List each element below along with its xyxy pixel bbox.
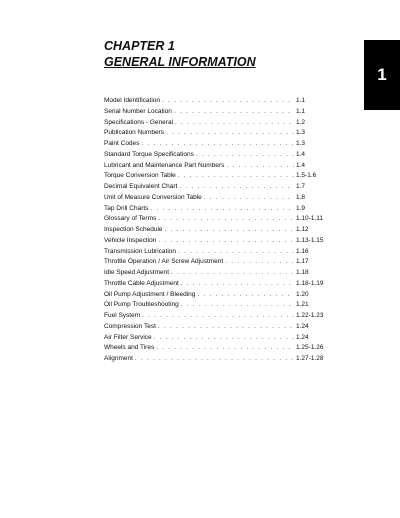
toc-entry[interactable] — [104, 96, 324, 107]
toc-entry-title: Tap Drill Charts — [104, 204, 149, 212]
toc-entry-page: 1.2 — [296, 118, 306, 126]
toc-entry-title: Wheels and Tires — [104, 344, 155, 352]
dot-leader — [175, 118, 294, 129]
toc-entry-page: 1.22-1.23 — [296, 312, 324, 319]
toc-entry-title: Alignment — [104, 355, 133, 362]
dot-leader — [135, 354, 294, 365]
toc-entry-title: Vehicle Inspection — [104, 236, 157, 244]
toc-entry-page: 1.21 — [296, 301, 309, 309]
toc-entry[interactable] — [104, 354, 324, 365]
dot-leader — [178, 171, 294, 182]
dot-leader — [142, 311, 294, 322]
toc-entry[interactable] — [104, 322, 324, 333]
toc-entry[interactable] — [104, 236, 324, 247]
toc-entry[interactable] — [104, 128, 324, 139]
toc-entry-page: 1.20 — [296, 290, 309, 298]
toc-entry[interactable] — [104, 247, 324, 258]
toc-entry-page: 1.7 — [296, 183, 306, 190]
toc-entry-title: Model Identification — [104, 97, 161, 104]
chapter-tab-number: 1 — [377, 65, 387, 84]
toc-entry-page: 1.1 — [296, 97, 306, 104]
toc-entry-title: Publication Numbers — [104, 129, 164, 137]
toc-entry-page: 1.12 — [296, 226, 309, 233]
dot-leader — [226, 161, 294, 172]
toc-entry[interactable] — [104, 107, 324, 118]
toc-entry-page: 1.3 — [296, 129, 306, 137]
dot-leader — [154, 333, 294, 344]
toc-entry[interactable] — [104, 171, 324, 182]
toc-entry-title: Idle Speed Adjustment — [104, 269, 170, 276]
dot-leader — [158, 322, 294, 333]
dot-leader — [171, 268, 294, 279]
dot-leader — [158, 236, 294, 247]
toc-entry-page: 1.4 — [296, 150, 306, 158]
toc-entry-page: 1.16 — [296, 247, 309, 255]
toc-entry[interactable] — [104, 161, 324, 172]
toc-entry-title: Throttle Operation / Air Screw Adjustment — [104, 258, 224, 266]
toc-entry-page: 1.24 — [296, 322, 309, 330]
toc-entry-title: Fuel System — [104, 312, 141, 319]
toc-entry-page: 1.3 — [296, 140, 306, 147]
toc-entry[interactable] — [104, 150, 324, 161]
toc-entry[interactable] — [104, 343, 324, 354]
toc-entry[interactable] — [104, 290, 324, 301]
dot-leader — [204, 193, 294, 204]
dot-leader — [179, 182, 294, 193]
toc-entry-title: Decimal Equivalent Chart — [104, 183, 178, 190]
toc-entry-title: Compression Test — [104, 322, 156, 330]
dot-leader — [162, 96, 294, 107]
toc-entry[interactable] — [104, 279, 324, 290]
toc-entry-page: 1.9 — [296, 204, 306, 212]
toc-entry-title: Throttle Cable Adjustment — [104, 279, 179, 287]
toc-entry-title: Torque Conversion Table — [104, 172, 176, 180]
toc-entry[interactable] — [104, 333, 324, 344]
toc-entry[interactable] — [104, 268, 324, 279]
toc-entry[interactable] — [104, 214, 324, 225]
toc-entry-page: 1.18 — [296, 269, 309, 276]
toc-entry-page: 1.10-1.11 — [296, 215, 323, 223]
toc-entry[interactable] — [104, 300, 324, 311]
toc-entry-page: 1.4 — [296, 161, 306, 169]
dot-leader — [174, 107, 294, 118]
toc-entry-title: Serial Number Location — [104, 107, 172, 115]
chapter-title: GENERAL INFORMATION — [104, 55, 256, 69]
dot-leader — [156, 343, 294, 354]
toc-entry[interactable] — [104, 193, 324, 204]
toc-entry[interactable] — [104, 225, 324, 236]
toc-entry-title: Specifications - General — [104, 118, 174, 126]
dot-leader — [181, 300, 294, 311]
dot-leader — [196, 150, 294, 161]
toc-entry-page: 1.18-1.19 — [296, 279, 324, 287]
toc-entry-page: 1.17 — [296, 258, 309, 266]
chapter-number-title: CHAPTER 1 — [104, 39, 175, 53]
table-of-contents — [104, 96, 324, 365]
toc-entry[interactable] — [104, 204, 324, 215]
dot-leader — [225, 257, 294, 268]
toc-entry-title: Transmission Lubrication — [104, 247, 177, 255]
toc-entry-title: Oil Pump Adjustment / Bleeding — [104, 290, 196, 298]
toc-entry-page: 1.8 — [296, 193, 306, 201]
toc-entry[interactable] — [104, 257, 324, 268]
dot-leader — [166, 128, 294, 139]
toc-entry-title: Glossary of Terms — [104, 215, 157, 223]
toc-entry-title: Standard Torque Specifications — [104, 150, 194, 158]
toc-entry-page: 1.25-1.26 — [296, 344, 324, 352]
toc-entry-title: Lubricant and Maintenance Part Numbers — [104, 161, 225, 169]
toc-entry[interactable] — [104, 311, 324, 322]
toc-entry-page: 1.24 — [296, 333, 309, 341]
toc-entry-page: 1.5-1.6 — [296, 172, 317, 180]
toc-entry-page: 1.1 — [296, 107, 306, 115]
toc-entry-page: 1.13-1.15 — [296, 236, 324, 244]
dot-leader — [181, 279, 294, 290]
toc-entry-title: Inspection Schedule — [104, 226, 163, 233]
toc-entry[interactable] — [104, 118, 324, 129]
dot-leader — [150, 204, 294, 215]
dot-leader — [141, 139, 294, 150]
dot-leader — [178, 247, 294, 258]
toc-entry-title: Unit of Measure Conversion Table — [104, 193, 202, 201]
toc-entry[interactable] — [104, 182, 324, 193]
chapter-tab — [364, 40, 400, 110]
dot-leader — [197, 290, 294, 301]
toc-entry[interactable] — [104, 139, 324, 150]
toc-entry-page: 1.27-1.28 — [296, 355, 324, 362]
toc-entry-title: Oil Pump Troubleshooting — [104, 301, 179, 309]
toc-entry-title: Air Filter Service — [104, 333, 152, 341]
toc-entry-title: Paint Codes — [104, 140, 140, 147]
dot-leader — [158, 214, 294, 225]
dot-leader — [165, 225, 294, 236]
chapter-heading — [104, 38, 256, 70]
